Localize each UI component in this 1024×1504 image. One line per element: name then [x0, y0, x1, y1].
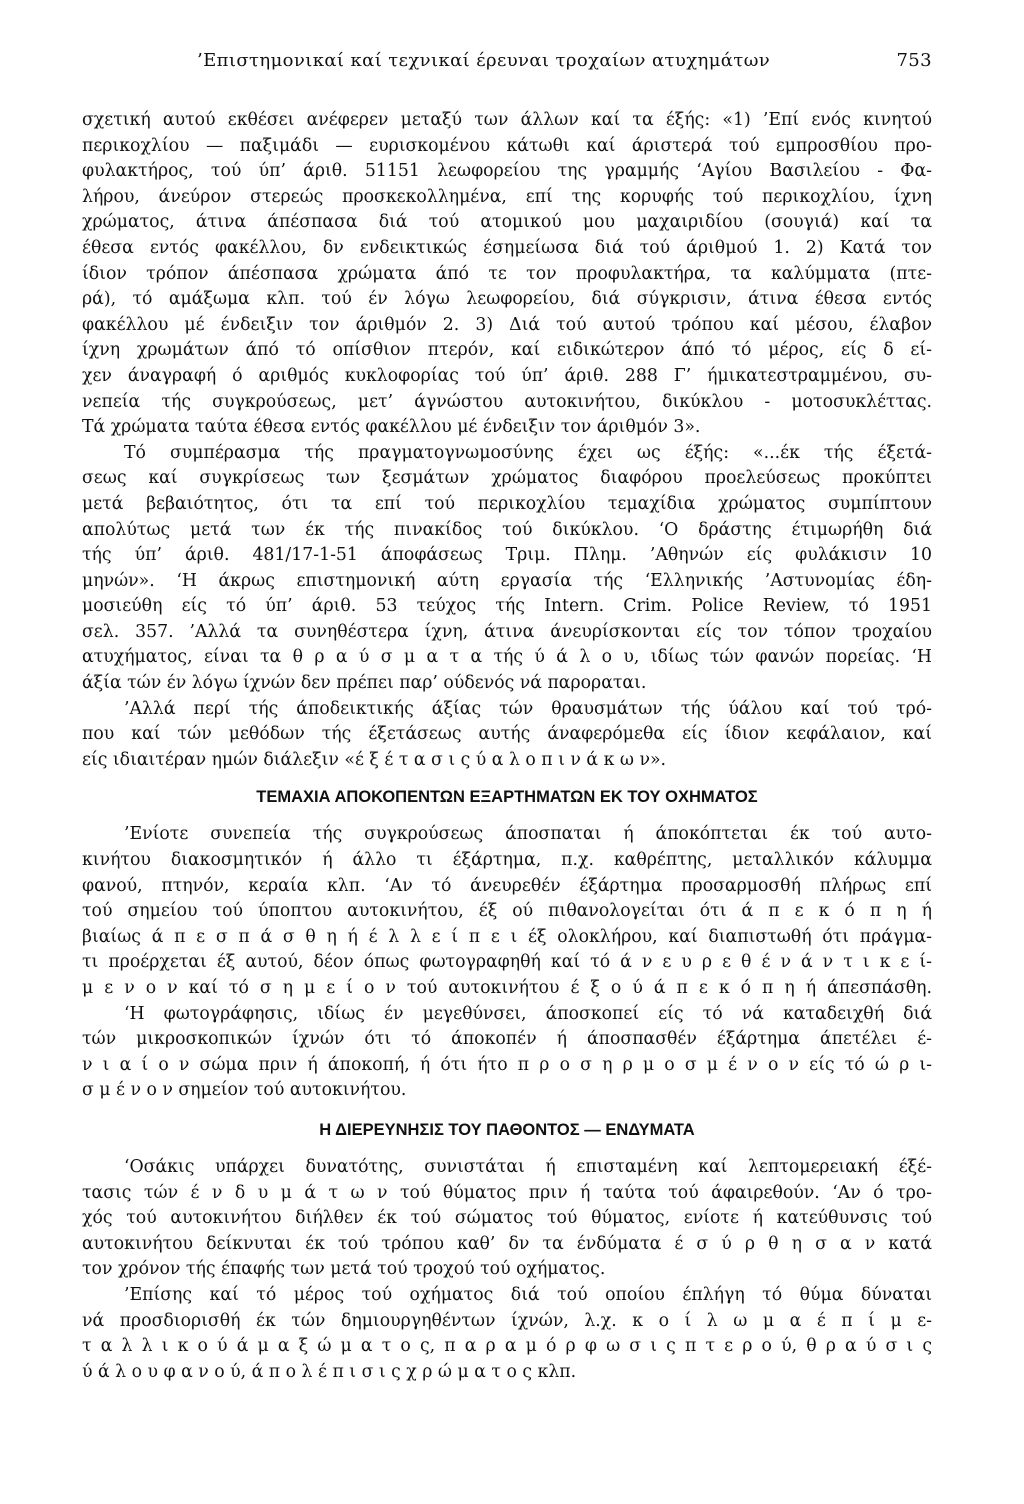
text-line: σελ. 357. ’Αλλά τα συνηθέστερα ίχνη, άτινα άνευρίσκονται είς τον τόπον τροχαίου [82, 621, 932, 642]
text-line: φυλακτήρος, τού ύπ’ άριθ. 51151 λεωφορείου της γραμμής ‘Αγίου Βασιλείου - Φα- [82, 161, 932, 182]
running-title: ’Επιστημονικαί καί τεχνικαί έρευναι τροχαίων ατυχημάτων [197, 50, 771, 71]
section-heading: Η ΔΙΕΡΕΥΝΗΣΙΣ ΤΟΥ ΠΑΘΟΝΤΟΣ — ΕΝΔΥΜΑΤΑ [319, 1120, 695, 1139]
page-body [82, 108, 932, 1385]
text-line: ’Αλλά περί τής άποδεικτικής άξίας τών θραυσμάτων τής ύάλου καί τού τρό- [124, 698, 932, 719]
text-line: χός τού αυτοκινήτου διήλθεν έκ τού σώματος τού θύματος, ενίοτε ή κατεύθυνσις τού [82, 1208, 932, 1229]
text-line: τών μικροσκοπικών ίχνών ότι τό άποκοπέν ή άποσπασθέν έξάρτημα άπετέλει έ- [82, 1029, 932, 1050]
text-line: μηνών». ‘Η άκρως επιστημονική αύτη εργασία τής ‘Ελληνικής ’Αστυνομίας έδη- [82, 570, 932, 591]
text-line: σεως καί συγκρίσεως των ξεσμάτων χρώματος διαφόρου προελεύσεως προκύπτει [82, 468, 932, 489]
text-line: χρώματος, άτινα άπέσπασα διά τού ατομικού μου μαχαιριδίου (σουγιά) καί τα [82, 212, 932, 233]
text-line: ίδιον τρόπον άπέσπασα χρώματα άπό τε τον προφυλακτήρα, τα καλύμματα (πτε- [82, 263, 932, 284]
text-line: χεν άναγραφή ό αριθμός κυκλοφορίας τού ύπ’ άριθ. 288 Γ’ ήμικατεστραμμένου, συ- [82, 365, 932, 386]
text-line: νεπεία τής συγκρούσεως, μετ’ άγνώστου αυτοκινήτου, δικύκλου - μοτοσυκλέττας. [82, 391, 932, 412]
text-line: σχετική αυτού εκθέσει ανέφερεν μεταξύ των άλλων καί τα έξής: «1) ’Επί ενός κινητού [82, 110, 932, 130]
text-line: περικοχλίου — παξιμάδι — ευρισκομένου κάτωθι καί άριστερά τού εμπροσθίου προ- [82, 135, 932, 156]
section-2-text [82, 822, 932, 1104]
text-line: ίχνη χρωμάτων άπό τό οπίσθιον πτερόν, καί ειδικώτερον άπό τό μέρος, είς δ εί- [82, 340, 932, 361]
text-line: φανού, πτηνόν, κεραία κλπ. ‘Αν τό άνευρεθέν έξάρτημα προσαρμοσθή πλήρως επί [82, 875, 932, 896]
text-line: κινήτου διακοσμητικόν ή άλλο τι έξάρτημα, π.χ. καθρέπτης, μεταλλικόν κάλυμμα [82, 850, 932, 871]
text-line: μ ε ν ο ν καί τό σ η μ ε ί ο ν τού αυτοκινήτου έ ξ ο ύ ά π ε κ ό π η ή άπεσπάσθη. [82, 978, 932, 998]
text-line: Τά χρώματα ταύτα έθεσα εντός φακέλλου μέ ένδειξιν τον άριθμόν 3». [82, 417, 701, 438]
section-heading: ΤΕΜΑΧΙΑ ΑΠΟΚΟΠΕΝΤΩΝ ΕΞΑΡΤΗΜΑΤΩΝ ΕΚ ΤΟΥ ΟΧΗΜΑΤΟΣ [256, 788, 758, 807]
section-3-text [82, 1155, 932, 1385]
text-line: μοσιεύθη είς τό ύπ’ άριθ. 53 τεύχος τής Intern. Crim. Police Review, τό 1951 [82, 596, 932, 617]
text-line: βιαίως ά π ε σ π ά σ θ η ή έ λ λ ε ί π ε ι έξ ολοκλήρου, καί διαπιστωθή ότι πράγμα- [82, 926, 932, 947]
text-line: αυτοκινήτου δείκνυται έκ τού τρόπου καθ’ δν τα ένδύματα έ σ ύ ρ θ η σ α ν κατά [82, 1233, 932, 1254]
text-line: ύ ά λ ο υ φ α ν ο ύ, ά π ο λ έ π ι σ ι ς χ ρ ώ μ α τ ο ς κλπ. [82, 1361, 577, 1382]
text-line: είς ιδιαιτέραν ημών διάλεξιν «έ ξ έ τ α σ ι ς ύ α λ ο π ι ν ά κ ω ν». [82, 749, 667, 770]
text-line: ’Ενίοτε συνεπεία τής συγκρούσεως άποσπαται ή άποκόπτεται έκ τού αυτο- [124, 824, 932, 845]
text-line: ρά), τό αμάξωμα κλπ. τού έν λόγω λεωφορείου, διά σύγκρισιν, άτινα έθεσα εντός [82, 289, 932, 310]
text-line: έθεσα εντός φακέλλου, δν ενδεικτικώς έσημείωσα διά τού άριθμού 1. 2) Κατά τον [82, 237, 932, 258]
text-line: τ α λ λ ι κ ο ύ ά μ α ξ ώ μ α τ ο ς, π α ρ α μ ό ρ φ ω σ ι ς π τ ε ρ ο ύ, θ ρ α ύ σ ι ς [82, 1336, 932, 1357]
text-line: τι προέρχεται έξ αυτού, δέον όπως φωτογραφηθή καί τό ά ν ε υ ρ ε θ έ ν ά ν τ ι κ ε ί- [82, 952, 932, 973]
text-line: ν ι α ί ο ν σώμα πριν ή άποκοπή, ή ότι ήτο π ρ ο σ η ρ μ ο σ μ έ ν ο ν είς τό ώ ρ ι- [82, 1054, 932, 1075]
text-line: λήρου, άνεύρον στερεώς προσκεκολλημένα, επί της κορυφής τού περικοχλίου, ίχνη [82, 186, 932, 207]
text-line: ’Επίσης καί τό μέρος τού οχήματος διά τού οποίου έπλήγη τό θύμα δύναται [124, 1284, 932, 1305]
text-line: τής ύπ’ άριθ. 481/17-1-51 άποφάσεως Τριμ. Πλημ. ’Αθηνών είς φυλάκισιν 10 [82, 545, 932, 566]
text-line: ατυχήματος, είναι τα θ ρ α ύ σ μ α τ α τής ύ ά λ ο υ, ιδίως τών φανών πορείας. ‘Η [82, 647, 932, 668]
text-line: φακέλλου μέ ένδειξιν τον άριθμόν 2. 3) Διά τού αυτού τρόπου καί μέσου, έλαβον [82, 314, 932, 335]
section-1-text [82, 108, 932, 773]
text-line: που καί τών μεθόδων τής έξετάσεως αυτής άναφερόμεθα είς ίδιον κεφάλαιον, καί [82, 724, 932, 745]
text-line: μετά βεβαιότητος, ότι τα επί τού περικοχλίου τεμαχίδια χρώματος συμπίπτουν [82, 493, 932, 514]
text-line: ‘Οσάκις υπάρχει δυνατότης, συνιστάται ή επισταμένη καί λεπτομερειακή έξέ- [124, 1156, 932, 1177]
text-line: Τό συμπέρασμα τής πραγματογνωμοσύνης έχει ως έξής: «...έκ τής έξετά- [124, 442, 932, 463]
text-line: άξία τών έν λόγω ίχνών δεν πρέπει παρ’ ούδενός νά παροραται. [82, 673, 647, 694]
running-head [82, 50, 932, 72]
text-line: σ μ έ ν ο ν σημείον τού αυτοκινήτου. [82, 1080, 407, 1101]
page-number: 753 [896, 50, 932, 71]
text-line: τασις τών έ ν δ υ μ ά τ ω ν τού θύματος πριν ή ταύτα τού άφαιρεθούν. ‘Αν ό τρο- [82, 1182, 932, 1203]
text-line: τού σημείου τού ύποπτου αυτοκινήτου, έξ ού πιθανολογείται ότι ά π ε κ ό π η ή [82, 901, 932, 922]
text-line: τον χρόνον τής έπαφής των μετά τού τροχού τού οχήματος. [82, 1259, 606, 1280]
text-line: ‘Η φωτογράφησις, ιδίως έν μεγεθύνσει, άποσκοπεί είς τό νά καταδειχθή διά [124, 1003, 932, 1024]
text-line: νά προσδιορισθή έκ τών δημιουργηθέντων ίχνών, λ.χ. κ ο ί λ ω μ α έ π ί μ ε- [82, 1310, 932, 1331]
text-line: απολύτως μετά των έκ τής πινακίδος τού δικύκλου. ‘Ο δράστης έτιμωρήθη διά [82, 519, 932, 540]
